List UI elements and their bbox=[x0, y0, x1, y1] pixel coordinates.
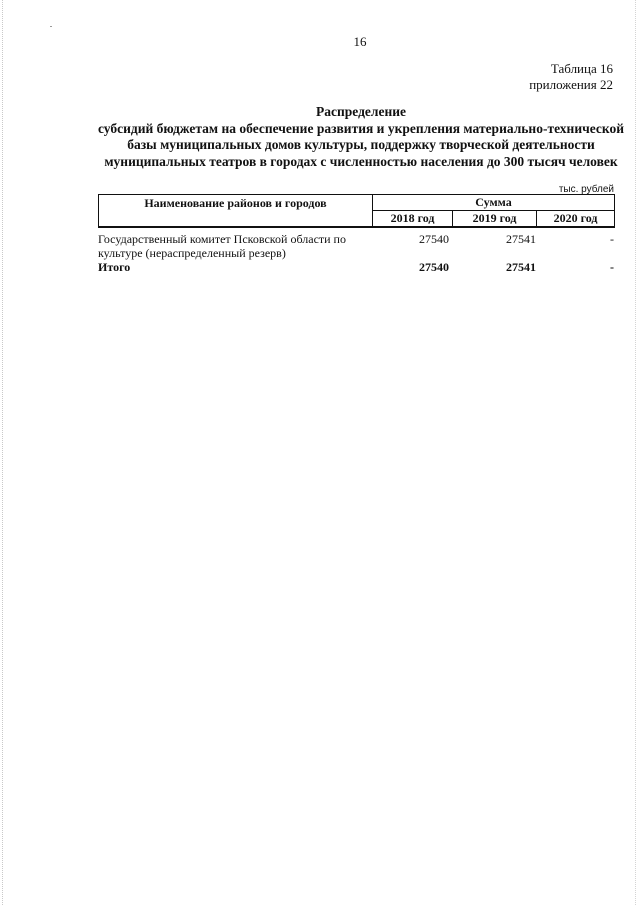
total-value-2019: 27541 bbox=[506, 260, 536, 274]
heading-line-1: Распределение bbox=[315, 104, 407, 119]
page-number: 16 bbox=[353, 34, 367, 49]
table-total-row bbox=[98, 260, 614, 274]
total-value-2020: - bbox=[610, 260, 614, 274]
column-header-sum: Сумма bbox=[373, 195, 615, 211]
page-right-edge bbox=[635, 0, 637, 905]
heading-line-2: субсидий бюджетам на обеспечение развития и укрепления материально-технической bbox=[97, 120, 625, 136]
table-body bbox=[98, 232, 614, 274]
scan-speck bbox=[50, 26, 52, 27]
table-reference bbox=[529, 61, 613, 93]
column-header-name: Наименование районов и городов bbox=[99, 195, 373, 228]
column-header-year-2018: 2018 год bbox=[373, 211, 453, 228]
table-number: Таблица 16 bbox=[550, 61, 613, 76]
heading-line-4: муниципальных театров в городах с численностью населения до 300 тысяч человек bbox=[104, 153, 618, 169]
table-header bbox=[98, 194, 615, 228]
document-heading bbox=[96, 104, 626, 170]
row-value-2018: 27540 bbox=[419, 232, 449, 246]
heading-line-3: базы муниципальных домов культуры, поддержку творческой деятельности bbox=[127, 137, 595, 152]
table-row bbox=[98, 232, 614, 260]
unit-note: тыс. рублей bbox=[558, 184, 614, 195]
row-value-2019: 27541 bbox=[506, 232, 536, 246]
total-value-2018: 27540 bbox=[419, 260, 449, 274]
row-value-2020: - bbox=[610, 232, 614, 246]
row-name: Государственный комитет Псковской области по культуре (нераспределенный резерв) bbox=[98, 232, 346, 260]
appendix-number: приложения 22 bbox=[529, 77, 613, 92]
column-header-year-2019: 2019 год bbox=[453, 211, 537, 228]
column-header-year-2020: 2020 год bbox=[537, 211, 615, 228]
total-label: Итого bbox=[98, 260, 131, 274]
page-left-edge bbox=[2, 0, 4, 905]
